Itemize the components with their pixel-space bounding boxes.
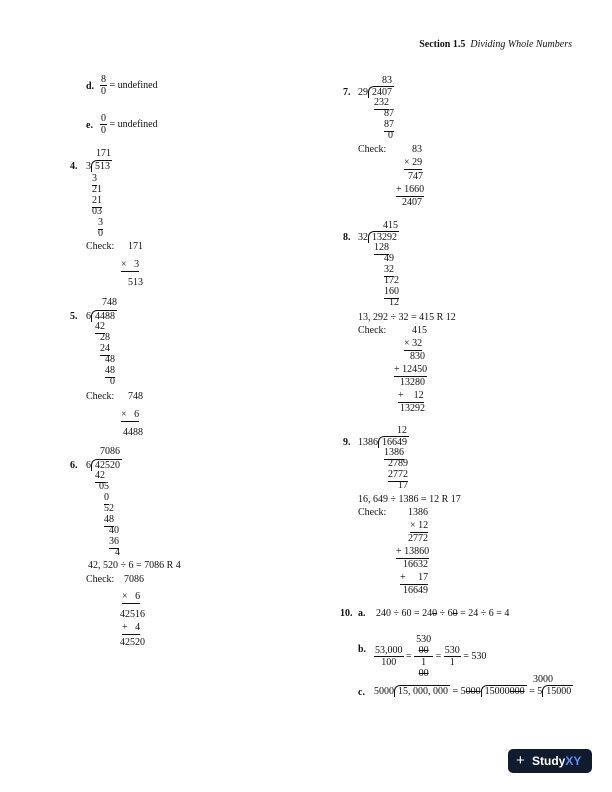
problem-number: 8. xyxy=(343,232,351,243)
long-division: 3 513 xyxy=(86,161,110,172)
part-d-expression: $\frac{8}{0}$ = undefined xyxy=(101,74,158,97)
part-e-label: e. xyxy=(86,120,93,131)
part-c-expression: 5000 15, 000, 000 = 5000 15000000 = 5 15000 xyxy=(374,686,572,697)
quotient: 748 xyxy=(102,297,117,308)
check-line: 13280 xyxy=(400,377,425,388)
quotient: 3000 xyxy=(533,674,553,685)
check-line: 42520 xyxy=(120,637,145,648)
step: 36 xyxy=(109,536,119,547)
check-line: 1386 xyxy=(408,507,428,518)
fraction: $\frac{530}{1}$ xyxy=(444,645,460,668)
problem-number: 6. xyxy=(70,460,78,471)
problem-number: 7. xyxy=(343,87,351,98)
step: 87 xyxy=(384,108,394,119)
step: 1386 xyxy=(384,447,404,458)
step: 232 xyxy=(374,97,389,108)
check-label: Check: xyxy=(358,325,387,336)
step: 0 xyxy=(104,492,109,503)
step: 40 xyxy=(109,525,119,536)
check-line: + 17 xyxy=(400,572,429,583)
problem-number: 5. xyxy=(70,311,78,322)
step: 2772 xyxy=(388,469,408,480)
check-line: × 29 xyxy=(404,157,423,168)
problem-number: 9. xyxy=(343,437,351,448)
fraction: $\frac{0}{0}$ xyxy=(101,113,106,136)
check-line: 830 xyxy=(410,351,425,362)
fraction: 530 00 1 00 xyxy=(416,634,432,679)
step: 48 xyxy=(105,365,115,376)
check-line: + 12 xyxy=(398,390,424,401)
check-label: Check: xyxy=(358,507,387,518)
step: 160 xyxy=(384,286,399,297)
result: 16, 649 ÷ 1386 = 12 R 17 xyxy=(358,494,461,505)
step: 21 xyxy=(92,184,102,195)
step: 12 xyxy=(389,297,399,308)
plus-icon: + xyxy=(516,752,525,769)
step: 28 xyxy=(100,332,110,343)
long-division: 6 42520 xyxy=(86,460,120,471)
quotient: 12 xyxy=(397,425,407,436)
step: 24 xyxy=(100,343,110,354)
step: 3 xyxy=(98,217,103,228)
step: 48 xyxy=(104,514,114,525)
step: 21 xyxy=(92,195,102,206)
step: 3 xyxy=(92,173,97,184)
step: 0 xyxy=(98,228,103,239)
check-line: + 13860 xyxy=(396,546,430,557)
long-division: 29 2407 xyxy=(358,87,392,98)
long-division: 32 13292 xyxy=(358,232,397,243)
page-header xyxy=(419,40,572,50)
result: 42, 520 ÷ 6 = 7086 R 4 xyxy=(88,560,181,571)
step: 49 xyxy=(384,253,394,264)
check-line: + 1660 xyxy=(396,184,425,195)
check-line: 7086 xyxy=(124,574,144,585)
step: 52 xyxy=(104,503,114,514)
problem-number: 4. xyxy=(70,161,78,172)
step: 87 xyxy=(384,119,394,130)
quotient: 415 xyxy=(383,220,398,231)
part-e-expression: $\frac{0}{0}$ = undefined xyxy=(101,113,158,136)
check-label: Check: xyxy=(86,391,115,402)
part-d-label: d. xyxy=(86,81,95,92)
part-a-label: a. xyxy=(358,608,366,619)
check-label: Check: xyxy=(358,144,387,155)
step: 17 xyxy=(398,480,408,491)
quotient: 171 xyxy=(96,148,111,159)
step: 42 xyxy=(95,321,105,332)
fraction: $\frac{8}{0}$ xyxy=(101,74,106,97)
check-line: 83 xyxy=(412,144,422,155)
check-line: + 12450 xyxy=(394,364,428,375)
check-line: 42516 xyxy=(120,609,145,620)
part-c-label: c. xyxy=(358,687,365,698)
step: 172 xyxy=(384,275,399,286)
step: 4 xyxy=(115,547,120,558)
check-line: × 6 xyxy=(122,591,141,602)
part-b-label: b. xyxy=(358,644,367,655)
section-number: Section 1.5 xyxy=(419,39,466,50)
check-line: 415 xyxy=(412,325,427,336)
step: 32 xyxy=(384,264,394,275)
part-a-expression: 240 ÷ 60 = 240 ÷ 60 = 24 ÷ 6 = 4 xyxy=(376,608,510,619)
step: 2789 xyxy=(388,458,408,469)
check-line: 171 xyxy=(128,241,143,252)
long-division: 1386 16649 xyxy=(358,437,407,448)
problem-number: 10. xyxy=(340,608,353,619)
check-line: 747 xyxy=(408,171,423,182)
step: 05 xyxy=(99,481,109,492)
step: 03 xyxy=(92,206,102,217)
step: 48 xyxy=(105,354,115,365)
check-line: 16649 xyxy=(403,585,428,596)
long-division: 6 4488 xyxy=(86,311,115,322)
step: 0 xyxy=(110,376,115,387)
quotient: 83 xyxy=(382,75,392,86)
logo-text: StudyXY xyxy=(532,754,582,768)
section-title: Dividing Whole Numbers xyxy=(470,39,572,50)
studyxy-logo xyxy=(508,749,592,773)
check-label: Check: xyxy=(86,241,115,252)
check-line: × 12 xyxy=(410,520,429,531)
check-line: 13292 xyxy=(400,403,425,414)
step: 0 xyxy=(388,130,393,141)
quotient: 7086 xyxy=(100,446,120,457)
check-line: 513 xyxy=(128,277,143,288)
fraction: $\frac{53,000}{100}$ xyxy=(375,645,403,668)
check-line: × 32 xyxy=(404,338,423,349)
check-line: 4488 xyxy=(123,427,143,438)
step: 128 xyxy=(374,242,389,253)
part-b-expression: $\frac{53,000}{100}$ = 530 00 1 00 = $\frac{530}{1}$ = 530 xyxy=(375,634,487,679)
check-line: 748 xyxy=(128,391,143,402)
check-line: 16632 xyxy=(403,559,428,570)
check-line: × 6 xyxy=(121,409,140,420)
check-line: 2772 xyxy=(408,533,428,544)
check-label: Check: xyxy=(86,574,115,585)
check-line: × 3 xyxy=(121,259,140,270)
step: 42 xyxy=(95,470,105,481)
check-line: + 4 xyxy=(122,622,141,633)
check-line: 2407 xyxy=(402,197,422,208)
result: 13, 292 ÷ 32 = 415 R 12 xyxy=(358,312,456,323)
